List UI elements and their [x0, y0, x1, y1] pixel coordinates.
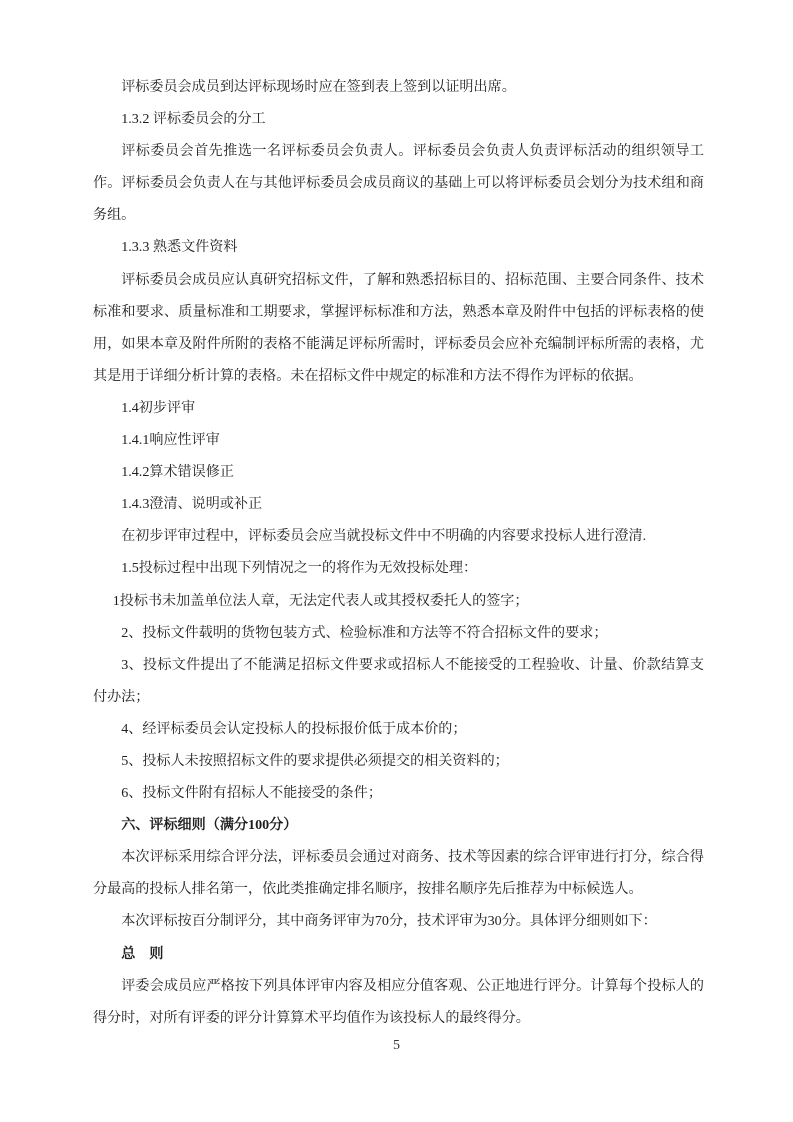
- paragraph: 4、经评标委员会认定投标人的投标报价低于成本价的；: [121, 720, 467, 737]
- paragraph: 3、投标文件提出了不能满足招标文件要求或招标人不能接受的工程验收、计量、价款结算支付办法；: [93, 656, 704, 705]
- paragraph: 本次评标按百分制评分，其中商务评审为70分，技术评审为30分。具体评分细则如下：: [121, 913, 657, 930]
- paragraph: 1.4初步评审: [121, 399, 196, 416]
- page-number: 5: [393, 1038, 400, 1053]
- paragraph: 1投标书未加盖单位法人章，无法定代表人或其授权委托人的签字；: [112, 592, 529, 609]
- paragraph: 六、评标细则（满分100分）: [121, 817, 298, 834]
- paragraph: 1.3.3 熟悉文件资料: [121, 239, 238, 256]
- paragraph: 1.5投标过程中出现下列情况之一的将作为无效投标处理：: [121, 560, 478, 577]
- paragraph: 本次评标采用综合评分法，评标委员会通过对商务、技术等因素的综合评审进行打分，综合得分最高的投标人排名第一，依此类推确定排名顺序，按排名顺序先后推荐为中标候选人。: [93, 849, 704, 898]
- paragraph: 1.4.3澄清、说明或补正: [121, 496, 263, 513]
- paragraph: 1.4.1响应性评审: [121, 432, 220, 449]
- paragraph: 1.4.2算术错误修正: [121, 464, 234, 481]
- page-body: [93, 71, 704, 1034]
- paragraph: 总 则: [121, 945, 164, 962]
- paragraph: 评标委员会成员应认真研究招标文件，了解和熟悉招标目的、招标范围、主要合同条件、技术标准和要求、质量标准和工期要求，掌握评标标准和方法，熟悉本章及附件中包括的评标表格的使用，如果本章及附件所附的表格不能满足评标所需时，评标委员会应补充编制评标所需的表格，尤其是用于详细分析计算的表格。未在招标文件中规定的标准和方法不得作为评标的依据。: [93, 271, 704, 384]
- paragraph: 2、投标文件载明的货物包装方式、检验标准和方法等不符合招标文件的要求；: [121, 624, 608, 641]
- paragraph: 6、投标文件附有招标人不能接受的条件；: [121, 785, 382, 802]
- paragraph: 5、投标人未按照招标文件的要求提供必须提交的相关资料的；: [121, 752, 509, 769]
- paragraph: 评委会成员应严格按下列具体评审内容及相应分值客观、公正地进行评分。计算每个投标人的得分时，对所有评委的评分计算算术平均值作为该投标人的最终得分。: [93, 977, 704, 1026]
- paragraph: 评标委员会首先推选一名评标委员会负责人。评标委员会负责人负责评标活动的组织领导工作。评标委员会负责人在与其他评标委员会成员商议的基础上可以将评标委员会划分为技术组和商务组。: [93, 143, 704, 224]
- paragraph: 1.3.2 评标委员会的分工: [121, 111, 266, 128]
- paragraph: 在初步评审过程中，评标委员会应当就投标文件中不明确的内容要求投标人进行澄清.: [121, 528, 647, 545]
- paragraph: 评标委员会成员到达评标现场时应在签到表上签到以证明出席。: [121, 79, 516, 95]
